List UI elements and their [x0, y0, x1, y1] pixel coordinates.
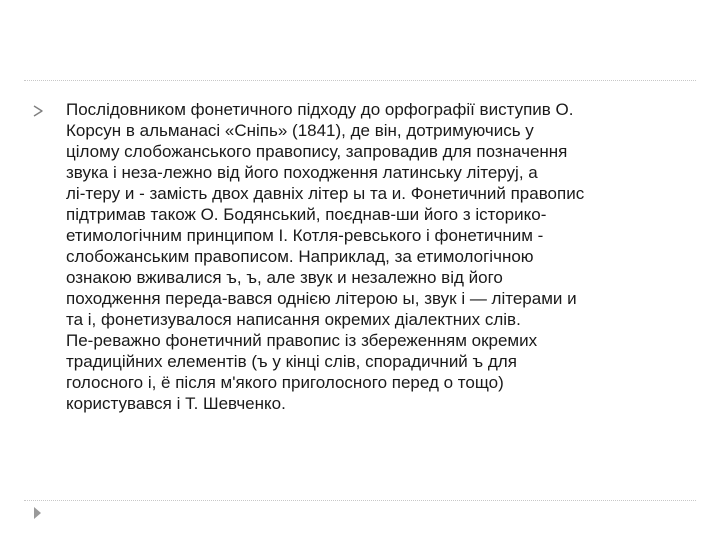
chevron-right-icon[interactable] — [33, 506, 43, 520]
bottom-divider — [24, 500, 696, 501]
bullet-paragraph: Послідовником фонетичного підходу до орфографії виступив О. Корсун в альманасі «Сніпь» (1841), де він, дотримуючись у цілому слобожанського правопису, запровадив для позначення звука і неза-лежно від його походження латинську літеруј, а лі-теру и - замість двох давніх літер ы та и. Фонетичний правопис підтримав також О. Бодянський, поєднав-ши його з історико- етимологічним принципом І. Котля-ревського і фонетичним - слобожанським правописом. Наприклад, за етимологічною ознакою вживалися ъ, ъ, але звук и незалежно від його походження переда-вався однією літерою ы, звук і — літерами и та і, фонетизувалося написання окремих діалектних слів. Пе-реважно фонетичний правопис із збереженням окремих традиційних елементів (ъ у кінці слів, спорадичний ъ для голосного і, ё після м'якого приголосного перед о тощо) користувався і Т. Шевченко. — [66, 100, 585, 413]
bullet-item — [32, 99, 692, 414]
triangle-bullet-icon — [32, 105, 44, 117]
top-divider — [24, 80, 696, 81]
